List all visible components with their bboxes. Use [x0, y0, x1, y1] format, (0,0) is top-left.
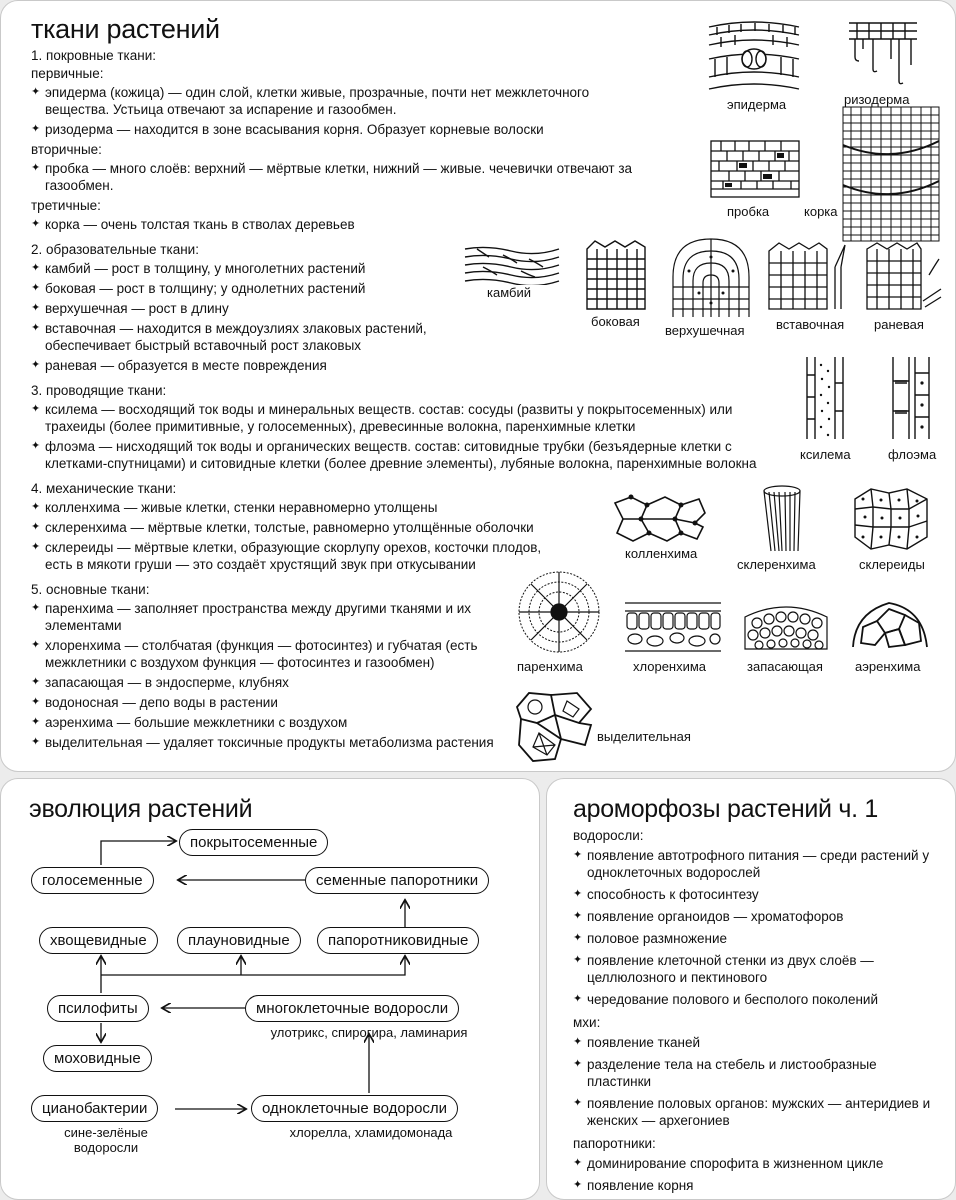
verhushechnaya-illustration: [669, 237, 753, 319]
section-title: 1. покровные ткани:: [31, 48, 156, 63]
subgroup-title: водоросли:: [573, 828, 644, 843]
ranevaya-illustration: [863, 239, 943, 311]
node-semennye-paporotniki: семенные папоротники: [305, 867, 489, 894]
aromorph-title: ароморфозы растений ч. 1: [573, 795, 878, 823]
zapasayuschaya-illustration: [743, 599, 829, 651]
figure-caption: ксилема: [800, 447, 851, 462]
figure-caption: ризодерма: [844, 92, 910, 107]
figure-caption: склеренхима: [737, 557, 816, 572]
bokovaya-illustration: [583, 239, 649, 311]
list-item: ✦ появление тканей: [573, 1034, 943, 1051]
list-item: ✦ колленхима — живые клетки, стенки неравномерно утолщены: [31, 499, 591, 516]
list-item: ✦ эпидерма (кожица) — один слой, клетки живые, прозрачные, почти нет межклеточного вещества. Устьица отвечают за испарение и газообмен.: [31, 84, 651, 118]
node-caption: улотрикс, спирогира, ламинария: [270, 1025, 468, 1040]
subgroup-title: третичные:: [31, 198, 101, 213]
epiderma-illustration: [707, 19, 801, 91]
section-integumentary: [31, 47, 651, 233]
list-item: ✦ половое размножение: [573, 930, 943, 947]
section-title: 4. механические ткани:: [31, 481, 177, 496]
list-item: ✦ появление корня: [573, 1177, 943, 1194]
list-item: ✦ появление клеточной стенки из двух слоёв — целлюлозного и пектинового: [573, 952, 943, 986]
figure-caption: флоэма: [888, 447, 937, 462]
subgroup-title: вторичные:: [31, 142, 102, 157]
node-cianobakterii: цианобактерии: [31, 1095, 158, 1122]
figure-caption: раневая: [874, 317, 924, 332]
figure-caption: боковая: [591, 314, 640, 329]
node-psilofity: псилофиты: [47, 995, 149, 1022]
node-caption: [31, 1125, 181, 1155]
node-golosemennye: голосеменные: [31, 867, 154, 894]
list-item: ✦ аэренхима — большие межклетники с воздухом: [31, 714, 501, 731]
sklereidy-illustration: [851, 485, 931, 553]
figure-caption: запасающая: [747, 659, 823, 674]
caption-line: сине-зелёные: [64, 1125, 148, 1140]
subgroup-title: папоротники:: [573, 1136, 656, 1151]
node-mnogokletochnye-vodorosli: многоклеточные водоросли: [245, 995, 459, 1022]
vydelitelnaya-illustration: [515, 689, 593, 765]
list-item: ✦ появление органоидов — хроматофоров: [573, 908, 943, 925]
figure-caption: эпидерма: [727, 97, 787, 112]
tissues-title: ткани растений: [31, 14, 220, 44]
list-item: ✦ ксилема — восходящий ток воды и минеральных веществ. состав: сосуды (развиты у покрытосеменных) или трахеиды (более примитивные, у голосеменных), древесинные волокна, паренхимные клетки: [31, 401, 771, 435]
figure-caption: хлоренхима: [633, 659, 707, 674]
figure-caption: вставочная: [776, 317, 845, 332]
floema-illustration: [889, 355, 933, 441]
node-caption: хлорелла, хламидомонада: [289, 1125, 453, 1140]
section-conductive: [31, 382, 771, 472]
node-mohovidnye: моховидные: [43, 1045, 152, 1072]
list-item: ✦ выделительная — удаляет токсичные продукты метаболизма растения: [31, 734, 501, 751]
list-item: ✦ запасающая — в эндосперме, клубнях: [31, 674, 501, 691]
figure-caption: пробка: [727, 204, 770, 219]
node-hvoschevidnye: хвощевидные: [39, 927, 158, 954]
ksilema-illustration: [801, 355, 849, 441]
figure-caption: колленхима: [625, 546, 698, 561]
list-item: ✦ флоэма — нисходящий ток воды и органических веществ. состав: ситовидные трубки (безъядерные клетки с клетками-спутницами) и ситовидные клетки (более древние элементы), лубяные волокна, паренхимные волокна: [31, 438, 771, 472]
vstavochnaya-illustration: [765, 239, 851, 311]
aromorph-card: [546, 778, 956, 1200]
list-item: ✦ появление автотрофного питания — среди растений у одноклеточных водорослей: [573, 847, 943, 881]
figure-caption: паренхима: [517, 659, 583, 674]
parenhima-illustration: [509, 567, 609, 657]
subgroup-title: мхи:: [573, 1015, 601, 1030]
list-item: ✦ корка — очень толстая ткань в стволах деревьев: [31, 216, 651, 233]
list-item: ✦ боковая — рост в толщину; у однолетних растений: [31, 280, 651, 297]
list-item: ✦ паренхима — заполняет пространства между другими тканями и их элементами: [31, 600, 501, 634]
section-ground: [31, 581, 501, 751]
section-title: 2. образовательные ткани:: [31, 242, 199, 257]
node-plaunovidnye: плауновидные: [177, 927, 301, 954]
node-paporotnikovidnye: папоротниковидные: [317, 927, 479, 954]
section-title: 3. проводящие ткани:: [31, 383, 167, 398]
figure-caption: выделительная: [597, 729, 691, 744]
figure-caption: склереиды: [859, 557, 925, 572]
list-item: ✦ водоносная — депо воды в растении: [31, 694, 501, 711]
korka-illustration: [841, 105, 941, 243]
list-item: ✦ разделение тела на стебель и листообразные пластинки: [573, 1056, 943, 1090]
list-item: ✦ хлоренхима — столбчатая (функция — фотосинтез) и губчатая (есть межклетники с воздухом функция — фотосинтез и газообмен): [31, 637, 501, 671]
kambiy-illustration: [463, 245, 561, 285]
list-item: ✦ пробка — много слоёв: верхний — мёртвые клетки, нижний — живые. чечевички отвечают за газообмен.: [31, 160, 651, 194]
list-item: ✦ камбий — рост в толщину, у многолетних растений: [31, 260, 651, 277]
list-item: ✦ раневая — образуется в месте повреждения: [31, 357, 651, 374]
figure-caption: камбий: [487, 285, 531, 300]
probka-illustration: [709, 139, 801, 199]
sklerenhima-illustration: [761, 485, 803, 555]
evolution-title: эволюция растений: [29, 795, 253, 823]
list-item: ✦ склереиды — мёртвые клетки, образующие скорлупу орехов, косточки плодов, есть в мякоти груши — это создаёт хрустящий звук при откусывании: [31, 539, 571, 573]
evolution-card: [0, 778, 540, 1200]
section-mechanical: [31, 480, 591, 573]
hlorenhima-illustration: [623, 601, 723, 653]
aerenhima-illustration: [849, 599, 929, 651]
figure-caption: аэренхима: [855, 659, 921, 674]
figure-caption: корка: [804, 204, 838, 219]
list-item: ✦ верхушечная — рост в длину: [31, 300, 651, 317]
list-item: ✦ вставочная — находится в междоузлиях злаковых растений, обеспечивает быстрый вставочный рост злаковых: [31, 320, 451, 354]
aromorph-list: [573, 827, 943, 1199]
caption-line: водоросли: [73, 1140, 139, 1155]
rizoderma-illustration: [847, 19, 919, 85]
list-item: ✦ склеренхима — мёртвые клетки, толстые, равномерно утолщённые оболочки: [31, 519, 591, 536]
subgroup-title: первичные:: [31, 66, 104, 81]
list-item: ✦ способность к фотосинтезу: [573, 886, 943, 903]
list-item: ✦ чередование полового и бесполого поколений: [573, 991, 943, 1008]
node-odnokletochnye-vodorosli: одноклеточные водоросли: [251, 1095, 458, 1122]
figure-caption: верхушечная: [665, 323, 745, 338]
list-item: ✦ появление половых органов: мужских — антеридиев и женских — архегониев: [573, 1095, 943, 1129]
list-item: ✦ доминирование спорофита в жизненном цикле: [573, 1155, 943, 1172]
node-pokrytosemennye: покрытосеменные: [179, 829, 328, 856]
list-item: ✦ ризодерма — находится в зоне всасывания корня. Образует корневые волоски: [31, 121, 651, 138]
kollenhima-illustration: [611, 493, 707, 545]
section-title: 5. основные ткани:: [31, 582, 150, 597]
